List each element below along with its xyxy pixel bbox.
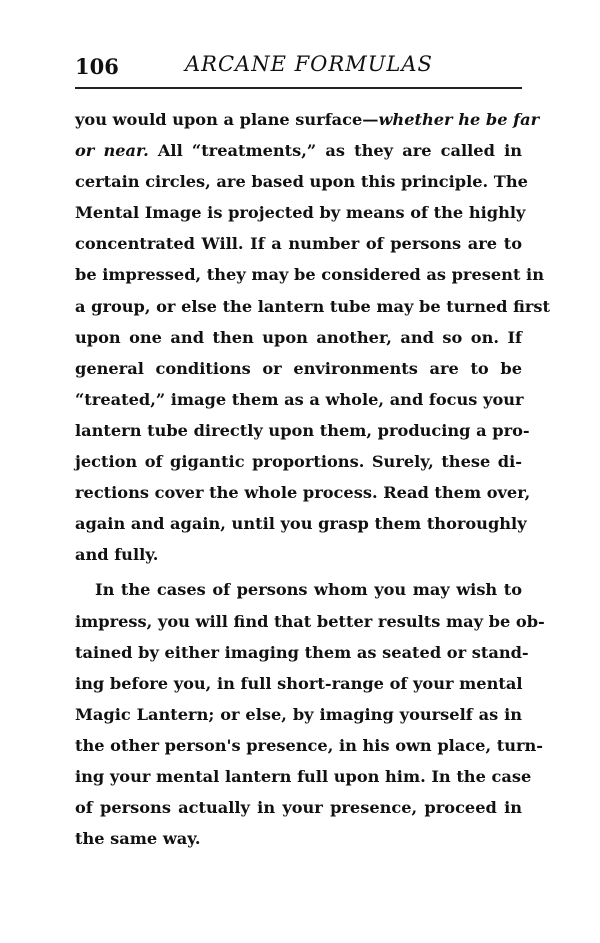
text-line: again and again, until you grasp them thoroughly [75, 514, 527, 534]
text-line: you would upon a plane surface—whether he be far [75, 110, 540, 129]
text-line: of persons actually in your presence, proceed in [75, 798, 522, 818]
text-line: general conditions or environments are to be [75, 358, 522, 378]
text-line: jection of gigantic proportions. Surely, these di- [75, 452, 522, 472]
page-number: 106 [75, 54, 119, 79]
text-line: ing before you, in full short-range of your mental [75, 673, 523, 693]
text-line: the same way. [75, 829, 201, 849]
running-header [75, 50, 522, 84]
text-line: “treated,” image them as a whole, and focus your [75, 389, 524, 409]
text-line: Mental Image is projected by means of the highly [75, 203, 526, 223]
header-rule [75, 87, 522, 89]
text-line: impress, you will find that better results may be ob- [75, 611, 545, 631]
text-line: rections cover the whole process. Read them over, [75, 483, 531, 503]
text-line: be impressed, they may be considered as present in [75, 265, 544, 285]
text-line: certain circles, are based upon this principle. The [75, 172, 528, 192]
text-line: lantern tube directly upon them, producing a pro- [75, 420, 530, 440]
text-line: a group, or else the lantern tube may be turned first [75, 296, 550, 316]
paragraph [75, 574, 545, 854]
text-line: ing your mental lantern full upon him. In the case [75, 766, 532, 786]
text-line: tained by either imaging them as seated or stand- [75, 642, 529, 662]
text-line: In the cases of persons whom you may wish to [95, 580, 522, 600]
text-line: upon one and then upon another, and so on. If [75, 327, 522, 347]
italic-emphasis: or near. [75, 141, 149, 161]
page-body [75, 104, 550, 854]
text-line: Magic Lantern; or else, by imaging yourself as in [75, 704, 522, 724]
running-title: ARCANE FORMULAS [185, 52, 433, 76]
text-line: concentrated Will. If a number of persons are to [75, 234, 522, 254]
paragraph [75, 104, 550, 570]
text-line: and fully. [75, 545, 159, 565]
text-line: or near. All “treatments,” as they are called in [75, 141, 522, 161]
italic-emphasis: whether he be far [378, 110, 540, 129]
text-line: the other person's presence, in his own place, turn- [75, 735, 543, 755]
